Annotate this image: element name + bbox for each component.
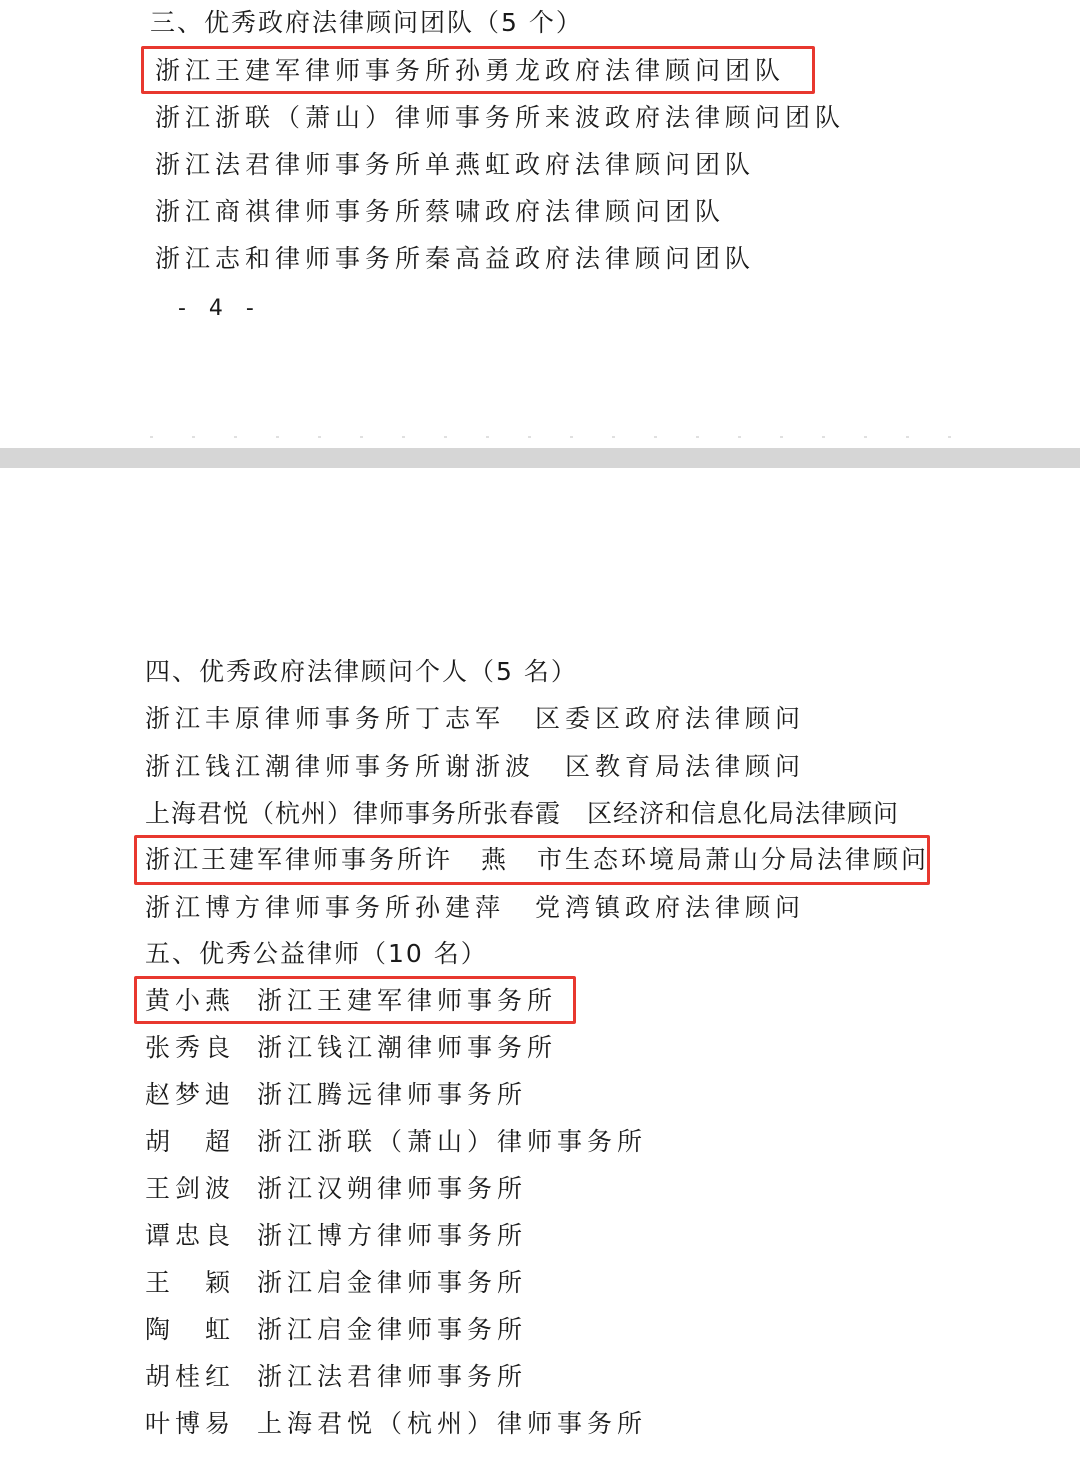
lawyer-name: 胡桂红 <box>145 1362 236 1391</box>
section3-heading: 三、优秀政府法律顾问团队（5 个） <box>150 8 583 37</box>
section4-heading: 四、优秀政府法律顾问个人（5 名） <box>145 657 578 686</box>
page-separator <box>0 448 1080 468</box>
lawyer-name: 赵梦迪 <box>145 1080 236 1109</box>
law-firm: 浙江王建军律师事务所 <box>257 986 558 1015</box>
lawyer-name: 陶 虹 <box>145 1315 236 1344</box>
section5-heading: 五、优秀公益律师（10 名） <box>145 939 488 968</box>
section5-item <box>145 1080 527 1110</box>
lawyer-name: 王 颖 <box>145 1268 236 1297</box>
law-firm: 浙江钱江潮律师事务所 <box>257 1033 558 1062</box>
lawyer-name: 谭忠良 <box>145 1221 236 1250</box>
section5-item <box>145 986 557 1016</box>
lawyer-name: 胡 超 <box>145 1127 236 1156</box>
section4-item-1: 浙江丰原律师事务所丁志军 区委区政府法律顾问 <box>145 704 806 733</box>
law-firm: 浙江启金律师事务所 <box>257 1315 528 1344</box>
section5-item <box>145 1409 647 1439</box>
document-page-bottom <box>0 468 1080 1457</box>
section3-item-5: 浙江志和律师事务所秦高益政府法律顾问团队 <box>155 244 756 273</box>
page-number: - 4 - <box>178 296 262 321</box>
section3-item-4: 浙江商祺律师事务所蔡啸政府法律顾问团队 <box>155 197 726 226</box>
section4-item-3: 上海君悦（杭州）律师事务所张春霞 区经济和信息化局法律顾问 <box>145 799 900 828</box>
law-firm: 浙江法君律师事务所 <box>257 1362 528 1391</box>
section4-item-4: 浙江王建军律师事务所许 燕 市生态环境局萧山分局法律顾问 <box>145 845 930 874</box>
law-firm: 上海君悦（杭州）律师事务所 <box>257 1409 648 1438</box>
section5-item <box>145 1127 647 1157</box>
law-firm: 浙江汉朔律师事务所 <box>257 1174 528 1203</box>
section3-item-2: 浙江浙联（萧山）律师事务所来波政府法律顾问团队 <box>155 103 846 132</box>
section4-item-2: 浙江钱江潮律师事务所谢浙波 区教育局法律顾问 <box>145 752 806 781</box>
law-firm: 浙江启金律师事务所 <box>257 1268 528 1297</box>
section3-item-3: 浙江法君律师事务所单燕虹政府法律顾问团队 <box>155 150 756 179</box>
lawyer-name: 张秀良 <box>145 1033 236 1062</box>
law-firm: 浙江博方律师事务所 <box>257 1221 528 1250</box>
section5-item <box>145 1315 527 1345</box>
scan-artifact <box>150 436 970 438</box>
section5-item <box>145 1362 527 1392</box>
document-page-top <box>0 0 1080 448</box>
law-firm: 浙江浙联（萧山）律师事务所 <box>257 1127 648 1156</box>
section3-item-1: 浙江王建军律师事务所孙勇龙政府法律顾问团队 <box>155 56 786 85</box>
law-firm: 浙江腾远律师事务所 <box>257 1080 528 1109</box>
section5-item <box>145 1174 527 1204</box>
section5-item <box>145 1268 527 1298</box>
lawyer-name: 黄小燕 <box>145 986 236 1015</box>
section5-item <box>145 1221 527 1251</box>
lawyer-name: 王剑波 <box>145 1174 236 1203</box>
section4-item-5: 浙江博方律师事务所孙建萍 党湾镇政府法律顾问 <box>145 893 806 922</box>
section5-item <box>145 1033 557 1063</box>
lawyer-name: 叶博易 <box>145 1409 236 1438</box>
